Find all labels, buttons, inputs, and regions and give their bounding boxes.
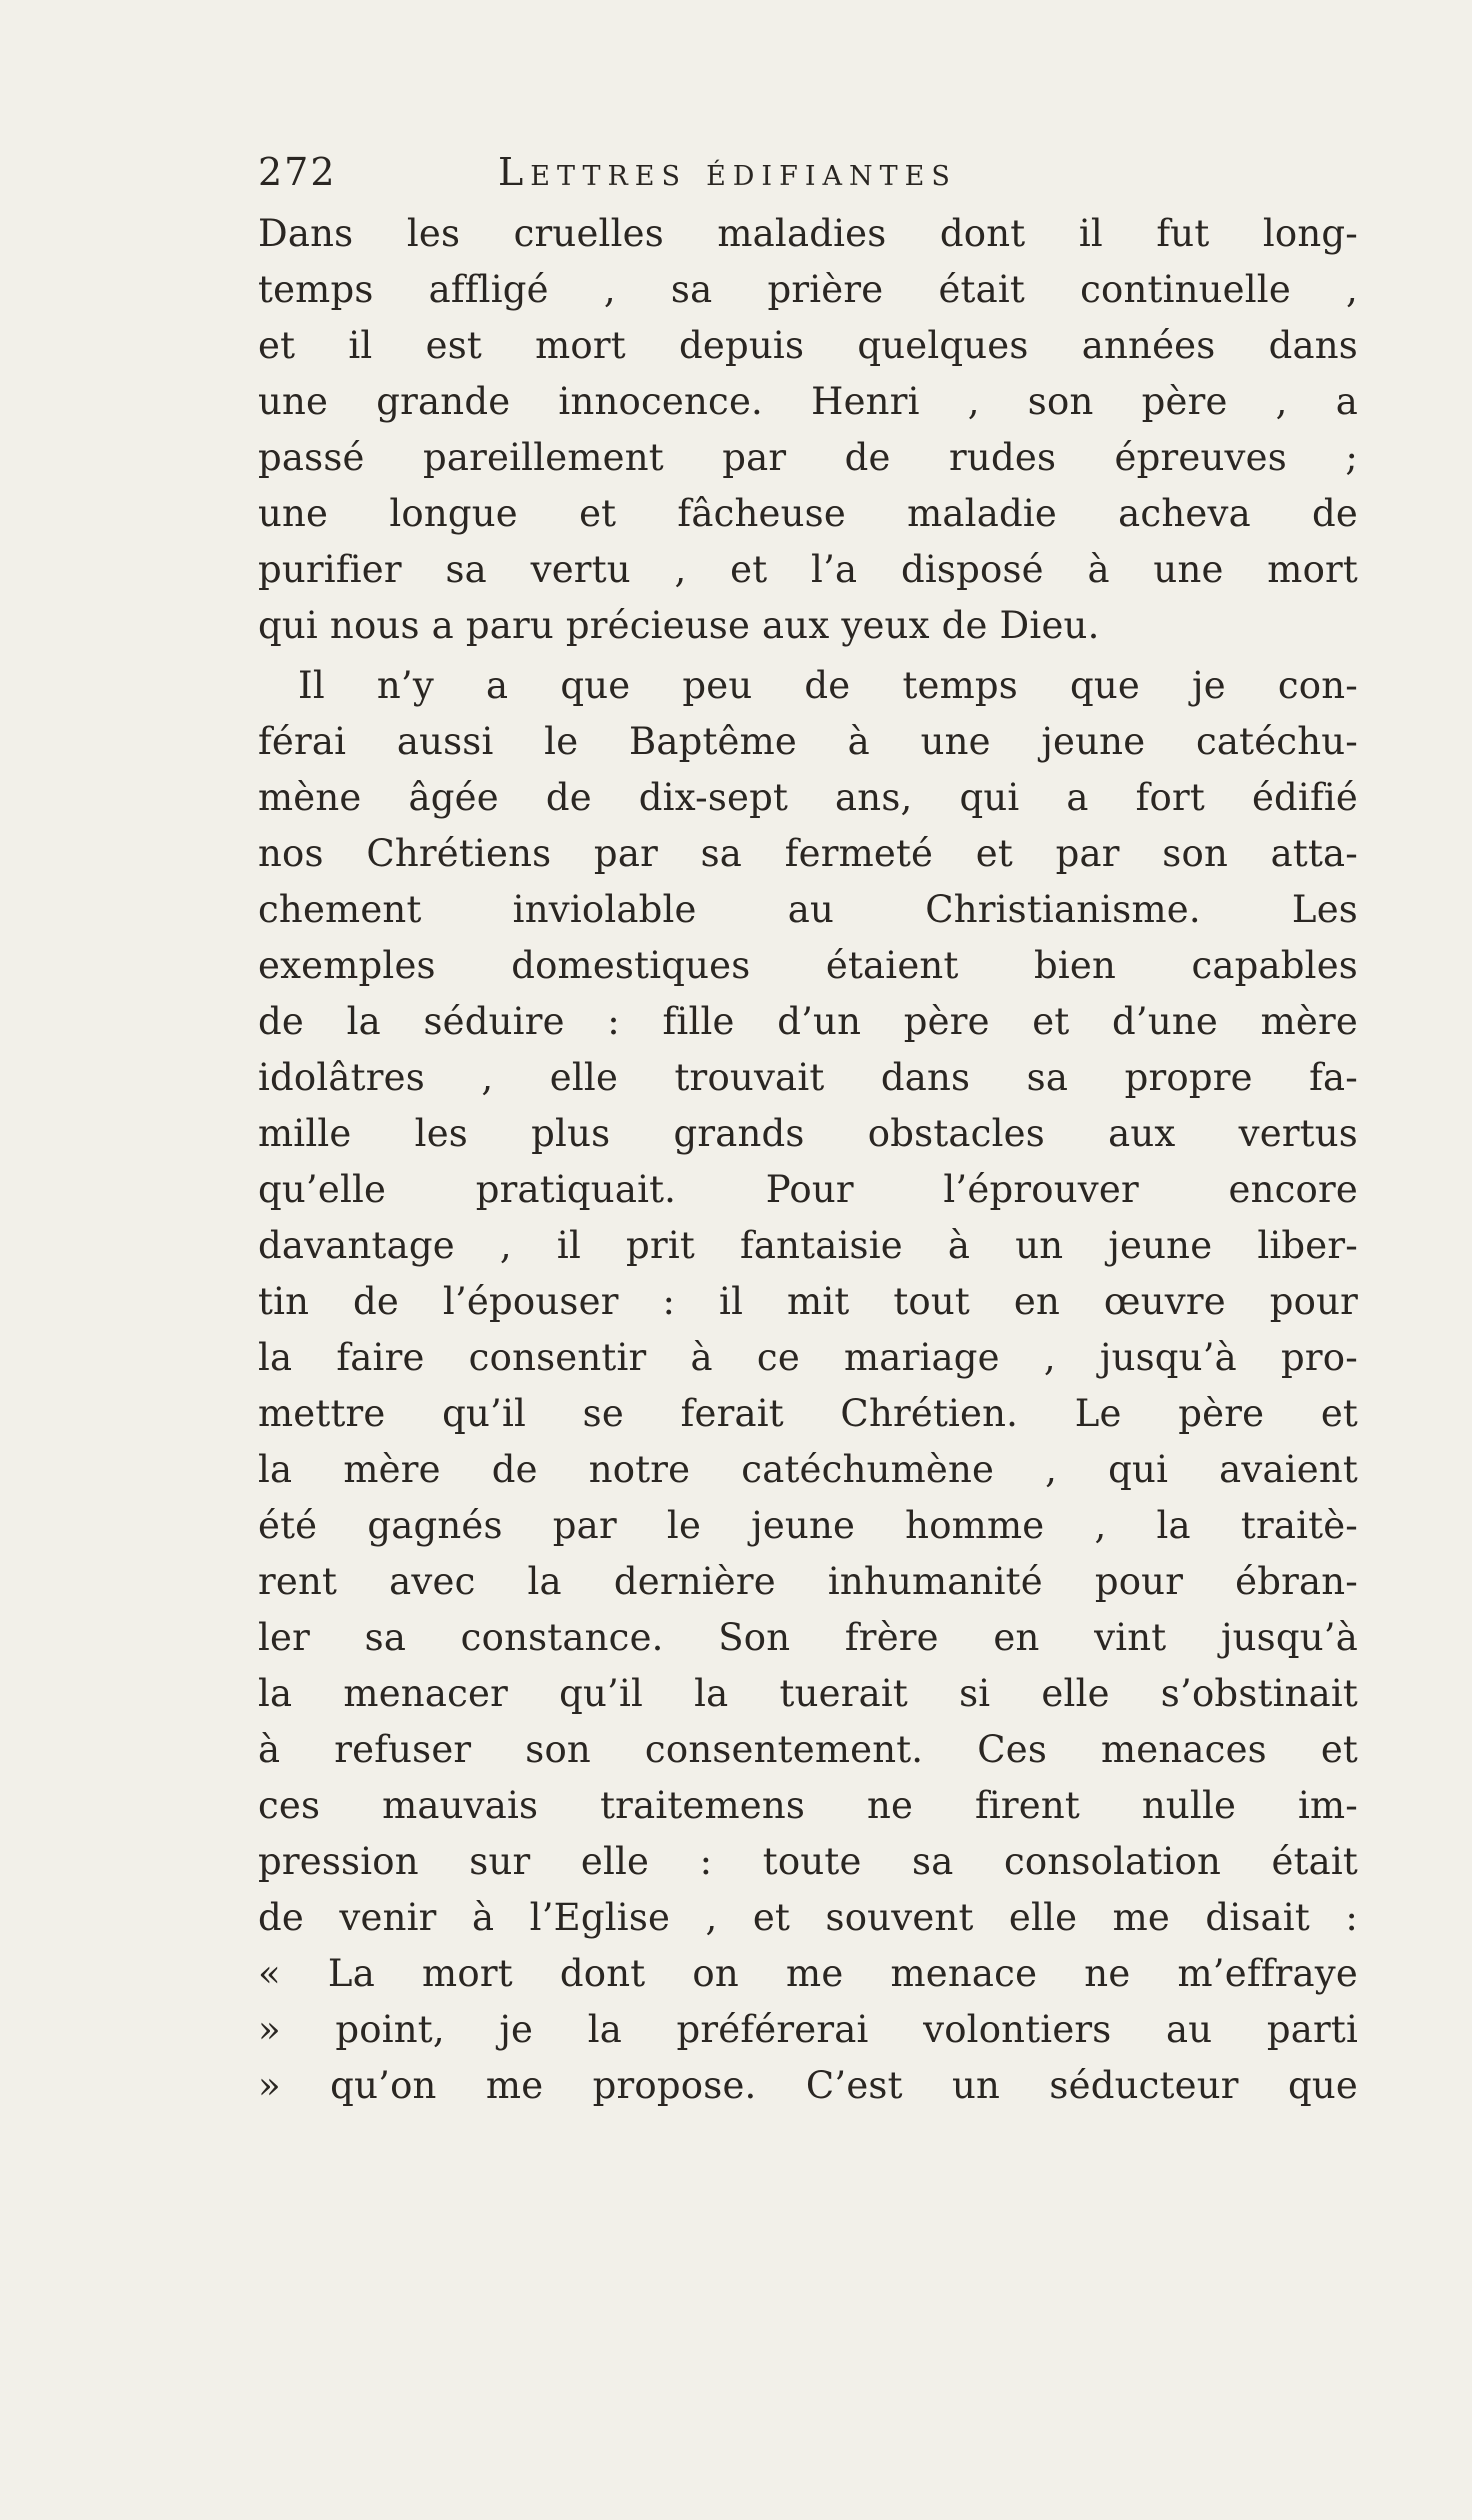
text-line: » qu’on me propose. C’est un séducteur que: [258, 2064, 1358, 2107]
text-line: Dans les cruelles maladies dont il fut long-: [258, 212, 1358, 255]
text-line: chement inviolable au Christianisme. Les: [258, 888, 1358, 931]
text-line: et il est mort depuis quelques années dans: [258, 324, 1358, 367]
text-line: la faire consentir à ce mariage , jusqu’à pro-: [258, 1336, 1358, 1379]
text-line: » point, je la préférerai volontiers au parti: [258, 2008, 1358, 2051]
text-line: pression sur elle : toute sa consolation était: [258, 1840, 1358, 1883]
text-line: « La mort dont on me menace ne m’effraye: [258, 1952, 1358, 1995]
page-header: [258, 150, 1358, 194]
text-line: de la séduire : fille d’un père et d’une mère: [258, 1000, 1358, 1043]
text-line: nos Chrétiens par sa fermeté et par son atta-: [258, 832, 1358, 875]
text-line: la mère de notre catéchumène , qui avaient: [258, 1448, 1358, 1491]
text-line: Il n’y a que peu de temps que je con-: [298, 664, 1358, 707]
text-line: qui nous a paru précieuse aux yeux de Dieu.: [258, 604, 1100, 647]
text-line: ces mauvais traitemens ne firent nulle im-: [258, 1784, 1358, 1827]
page-number: 272: [258, 150, 337, 194]
text-line: rent avec la dernière inhumanité pour ébran-: [258, 1560, 1358, 1603]
text-line: passé pareillement par de rudes épreuves ;: [258, 436, 1358, 479]
text-line: exemples domestiques étaient bien capables: [258, 944, 1358, 987]
text-line: de venir à l’Eglise , et souvent elle me disait :: [258, 1896, 1358, 1939]
text-line: une longue et fâcheuse maladie acheva de: [258, 492, 1358, 535]
text-line: davantage , il prit fantaisie à un jeune liber-: [258, 1224, 1358, 1267]
text-line: une grande innocence. Henri , son père , a: [258, 380, 1358, 423]
text-line: qu’elle pratiquait. Pour l’éprouver encore: [258, 1168, 1358, 1211]
text-line: mène âgée de dix-sept ans, qui a fort édifié: [258, 776, 1358, 819]
text-line: idolâtres , elle trouvait dans sa propre fa-: [258, 1056, 1358, 1099]
running-title: Lettres édifiantes: [498, 150, 957, 194]
text-line: purifier sa vertu , et l’a disposé à une mort: [258, 548, 1358, 591]
text-line: mille les plus grands obstacles aux vertus: [258, 1112, 1358, 1155]
text-line: tin de l’épouser : il mit tout en œuvre pour: [258, 1280, 1358, 1323]
text-line: été gagnés par le jeune homme , la traitè-: [258, 1504, 1358, 1547]
text-line: mettre qu’il se ferait Chrétien. Le père et: [258, 1392, 1358, 1435]
text-line: ler sa constance. Son frère en vint jusqu’à: [258, 1616, 1358, 1659]
text-line: à refuser son consentement. Ces menaces et: [258, 1728, 1358, 1771]
text-line: la menacer qu’il la tuerait si elle s’obstinait: [258, 1672, 1358, 1715]
text-line: férai aussi le Baptême à une jeune catéchu-: [258, 720, 1358, 763]
text-line: temps affligé , sa prière était continuelle ,: [258, 268, 1358, 311]
